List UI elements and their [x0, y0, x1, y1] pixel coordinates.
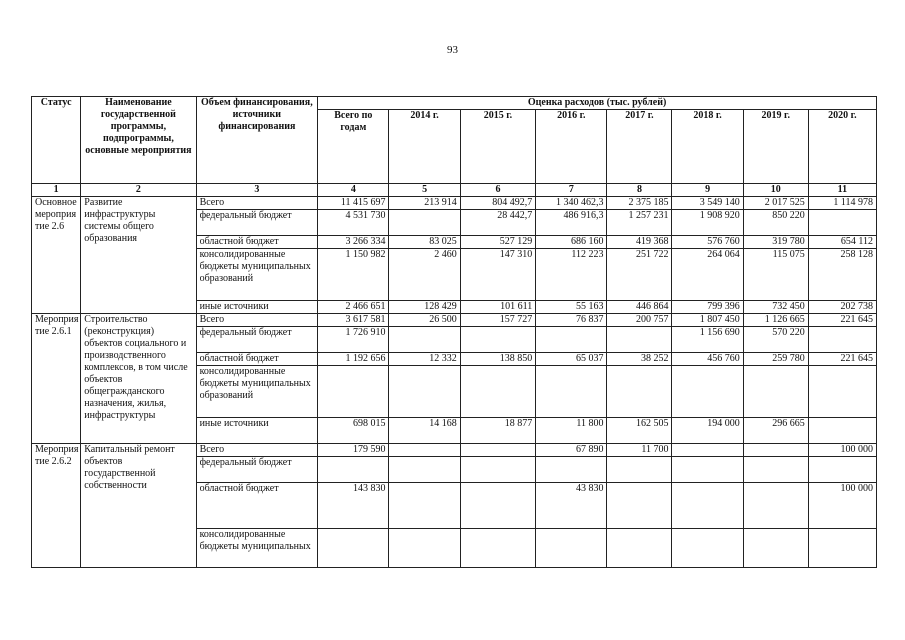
value-cell: 4 531 730 [318, 210, 389, 236]
value-cell: 732 450 [743, 301, 808, 314]
header-estimate: Оценка расходов (тыс. рублей) [318, 97, 877, 110]
value-cell: 686 160 [536, 236, 607, 249]
value-cell: 65 037 [536, 353, 607, 366]
column-index: 11 [808, 184, 876, 197]
value-cell: 1 150 982 [318, 249, 389, 301]
status-cell: Основное мероприя тие 2.6 [32, 197, 81, 314]
value-cell: 251 722 [607, 249, 672, 301]
value-cell [808, 210, 876, 236]
value-cell: 28 442,7 [460, 210, 535, 236]
header-name: Наименование государственной программы, подпрограммы, основные мероприятия [81, 97, 196, 184]
value-cell: 138 850 [460, 353, 535, 366]
funding-source-cell: Всего [196, 444, 318, 457]
column-index: 2 [81, 184, 196, 197]
header-year: 2020 г. [808, 110, 876, 184]
value-cell: 486 916,3 [536, 210, 607, 236]
value-cell: 11 700 [607, 444, 672, 457]
page-number: 93 [447, 44, 458, 56]
value-cell [607, 327, 672, 353]
value-cell: 1 340 462,3 [536, 197, 607, 210]
value-cell [607, 529, 672, 568]
column-index: 7 [536, 184, 607, 197]
funding-source-cell: Всего [196, 197, 318, 210]
value-cell [389, 327, 460, 353]
value-cell: 576 760 [672, 236, 743, 249]
value-cell: 698 015 [318, 418, 389, 444]
header-status: Статус [32, 97, 81, 184]
value-cell [808, 418, 876, 444]
value-cell [460, 483, 535, 529]
value-cell: 654 112 [808, 236, 876, 249]
value-cell [536, 457, 607, 483]
value-cell: 259 780 [743, 353, 808, 366]
funding-source-cell: иные источники [196, 418, 318, 444]
value-cell: 38 252 [607, 353, 672, 366]
column-index: 8 [607, 184, 672, 197]
value-cell [607, 483, 672, 529]
value-cell: 319 780 [743, 236, 808, 249]
value-cell: 2 460 [389, 249, 460, 301]
value-cell [389, 444, 460, 457]
value-cell [743, 529, 808, 568]
value-cell: 3 617 581 [318, 314, 389, 327]
value-cell: 1 156 690 [672, 327, 743, 353]
value-cell: 18 877 [460, 418, 535, 444]
table-row [32, 197, 877, 210]
funding-source-cell: областной бюджет [196, 483, 318, 529]
value-cell: 179 590 [318, 444, 389, 457]
value-cell: 147 310 [460, 249, 535, 301]
header-year: 2015 г. [460, 110, 535, 184]
value-cell: 1 908 920 [672, 210, 743, 236]
value-cell: 1 126 665 [743, 314, 808, 327]
value-cell [460, 457, 535, 483]
funding-source-cell: консолидированные бюджеты муниципальных образований [196, 366, 318, 418]
value-cell: 14 168 [389, 418, 460, 444]
value-cell: 12 332 [389, 353, 460, 366]
value-cell [808, 529, 876, 568]
column-index: 10 [743, 184, 808, 197]
value-cell [389, 483, 460, 529]
value-cell: 26 500 [389, 314, 460, 327]
value-cell [389, 457, 460, 483]
value-cell [318, 457, 389, 483]
value-cell [389, 529, 460, 568]
value-cell: 1 726 910 [318, 327, 389, 353]
value-cell [672, 444, 743, 457]
value-cell [743, 483, 808, 529]
value-cell [460, 444, 535, 457]
funding-source-cell: областной бюджет [196, 353, 318, 366]
value-cell: 3 549 140 [672, 197, 743, 210]
value-cell: 128 429 [389, 301, 460, 314]
column-index: 3 [196, 184, 318, 197]
value-cell: 799 396 [672, 301, 743, 314]
table-row [32, 314, 877, 327]
value-cell [672, 483, 743, 529]
value-cell: 1 257 231 [607, 210, 672, 236]
value-cell: 100 000 [808, 444, 876, 457]
funding-source-cell: консолидированные бюджеты муниципальных [196, 529, 318, 568]
value-cell: 456 760 [672, 353, 743, 366]
value-cell: 1 114 978 [808, 197, 876, 210]
table-body [32, 197, 877, 568]
expenses-table [31, 96, 877, 568]
status-cell: Мероприя тие 2.6.1 [32, 314, 81, 444]
value-cell: 221 645 [808, 353, 876, 366]
value-cell [389, 210, 460, 236]
value-cell [607, 366, 672, 418]
funding-source-cell: федеральный бюджет [196, 327, 318, 353]
value-cell: 804 492,7 [460, 197, 535, 210]
value-cell: 2 017 525 [743, 197, 808, 210]
funding-source-cell: федеральный бюджет [196, 457, 318, 483]
value-cell [743, 457, 808, 483]
value-cell [460, 529, 535, 568]
value-cell: 162 505 [607, 418, 672, 444]
value-cell: 446 864 [607, 301, 672, 314]
funding-source-cell: федеральный бюджет [196, 210, 318, 236]
value-cell: 1 807 450 [672, 314, 743, 327]
value-cell [318, 366, 389, 418]
column-index-row [32, 184, 877, 197]
value-cell [672, 529, 743, 568]
value-cell [808, 457, 876, 483]
column-index: 9 [672, 184, 743, 197]
header-year: 2016 г. [536, 110, 607, 184]
header-total: Всего по годам [318, 110, 389, 184]
program-name-cell: Развитие инфраструктуры системы общего образования [81, 197, 196, 314]
value-cell: 419 368 [607, 236, 672, 249]
value-cell: 3 266 334 [318, 236, 389, 249]
header-year: 2018 г. [672, 110, 743, 184]
value-cell [389, 366, 460, 418]
value-cell: 264 064 [672, 249, 743, 301]
value-cell: 202 738 [808, 301, 876, 314]
value-cell: 2 466 651 [318, 301, 389, 314]
value-cell [743, 366, 808, 418]
funding-source-cell: Всего [196, 314, 318, 327]
value-cell: 143 830 [318, 483, 389, 529]
value-cell [536, 366, 607, 418]
program-name-cell: Строительство (реконструкция) объектов социального и производственного комплексов, в том числе объектов общегражданского назначения, жилья, инфраструктуры [81, 314, 196, 444]
value-cell: 527 129 [460, 236, 535, 249]
funding-source-cell: консолидированные бюджеты муниципальных образований [196, 249, 318, 301]
value-cell [460, 327, 535, 353]
value-cell: 100 000 [808, 483, 876, 529]
column-index: 5 [389, 184, 460, 197]
value-cell: 2 375 185 [607, 197, 672, 210]
funding-source-cell: областной бюджет [196, 236, 318, 249]
value-cell: 112 223 [536, 249, 607, 301]
value-cell: 83 025 [389, 236, 460, 249]
value-cell: 850 220 [743, 210, 808, 236]
value-cell: 213 914 [389, 197, 460, 210]
value-cell: 76 837 [536, 314, 607, 327]
value-cell: 296 665 [743, 418, 808, 444]
header-year: 2014 г. [389, 110, 460, 184]
value-cell [318, 529, 389, 568]
value-cell: 194 000 [672, 418, 743, 444]
header-year: 2017 г. [607, 110, 672, 184]
status-cell: Мероприя тие 2.6.2 [32, 444, 81, 568]
value-cell: 101 611 [460, 301, 535, 314]
header-year: 2019 г. [743, 110, 808, 184]
column-index: 6 [460, 184, 535, 197]
column-index: 1 [32, 184, 81, 197]
value-cell [536, 529, 607, 568]
funding-source-cell: иные источники [196, 301, 318, 314]
value-cell [808, 327, 876, 353]
header-volume: Объем финансирования, источники финансирования [196, 97, 318, 184]
value-cell [808, 366, 876, 418]
program-name-cell: Капитальный ремонт объектов государственной собственности [81, 444, 196, 568]
column-index: 4 [318, 184, 389, 197]
value-cell: 258 128 [808, 249, 876, 301]
value-cell [743, 444, 808, 457]
table-row [32, 444, 877, 457]
value-cell [536, 327, 607, 353]
value-cell [672, 366, 743, 418]
value-cell [607, 457, 672, 483]
value-cell: 200 757 [607, 314, 672, 327]
value-cell: 55 163 [536, 301, 607, 314]
value-cell: 11 800 [536, 418, 607, 444]
value-cell: 570 220 [743, 327, 808, 353]
value-cell: 67 890 [536, 444, 607, 457]
value-cell [672, 457, 743, 483]
value-cell: 221 645 [808, 314, 876, 327]
value-cell: 157 727 [460, 314, 535, 327]
value-cell: 1 192 656 [318, 353, 389, 366]
value-cell: 11 415 697 [318, 197, 389, 210]
value-cell: 115 075 [743, 249, 808, 301]
value-cell: 43 830 [536, 483, 607, 529]
value-cell [460, 366, 535, 418]
